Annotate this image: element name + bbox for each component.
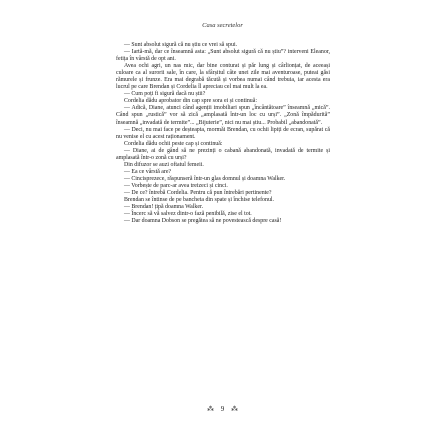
ornament-left-icon: ⁂: [207, 405, 214, 413]
ornament-right-icon: ⁂: [231, 405, 238, 413]
folio: [0, 405, 445, 413]
paragraph: — Încerc să vă salvez dintr-o fază penibilă, zise el tot.: [124, 211, 252, 218]
paragraph: Din difuzor se auzi oftatul femeii.: [124, 161, 204, 168]
paragraph: — Cum poți fi sigură dacă nu știi?: [124, 91, 206, 98]
paragraph: — Sunt absolut sigură că nu știu ce vrei să spui.: [124, 42, 238, 48]
paragraph: — Adică, Diane, atunci când agenții imobiliari spun „încântătoare” înseamnă „mică”. Când spun „rustică” vor să zică „amplasată într-un loc cu urși”. „Zonă împădurită” înseamnă „invadată de termite”... „Bijuterie”, nici nu mai știu... Probabil „abandonată”.: [116, 105, 330, 126]
paragraph: Avea ochi agri, un nas mic, dar bine conturat și păr lung și cârlionțat, de aceeași culoare ca al surorii sale, în care, la sfârșitul câte unei zile mai aventuroase, puteai găsi rămurele și frunze. Era mai degrabă tăcută și vorbea numai când trebuia, iar acesta era lucrul pe care Brendan și Cordelia îl apreciau cel mai mult la ea.: [116, 63, 330, 91]
paragraph: — Diane, ai de gând să ne prezinți o cabană abandonată, invadată de termite și amplasată într-o zonă cu urși?: [116, 147, 330, 161]
page-number: 9: [220, 405, 225, 413]
paragraph: Brendan se întinse de pe bancheta din spate și închise telefonul.: [124, 197, 275, 204]
paragraph: — Brendan! țipă doamna Walker.: [124, 204, 204, 211]
running-head: Casa secretelor: [202, 22, 243, 29]
paragraph: Cordelia dădu ochii peste cap și continuă:: [124, 140, 223, 147]
body-text: [116, 42, 330, 225]
paragraph: — Iartă-mă, dar ce înseamnă asta: „Sunt absolut sigură că nu știu”? interveni Eleanor, fetița în vârstă de opt ani.: [116, 49, 330, 63]
paragraph: — De ce? întrebă Cordelia. Pentru că pun întrebări pertinente?: [124, 189, 272, 196]
paragraph: — Deci, nu mai face pe deșteapta, mormăi Brendan, cu ochii lipiți de ecran, supărat că nu venise el cu acest raționament.: [116, 126, 330, 140]
paragraph: — Cincisprezece, răspunseră într-un glas domnul și doamna Walker.: [124, 175, 286, 182]
paragraph: — Vorbește de parc-ar avea treizeci și cinci.: [124, 182, 228, 189]
paragraph: — Dar doamna Dobson se pregătea să ne povestească despre casă!: [124, 218, 282, 225]
paragraph: — Ea ce vârstă are?: [124, 168, 172, 175]
paragraph: Cordelia dădu aprobator din cap spre sora ei și continuă:: [124, 98, 257, 105]
